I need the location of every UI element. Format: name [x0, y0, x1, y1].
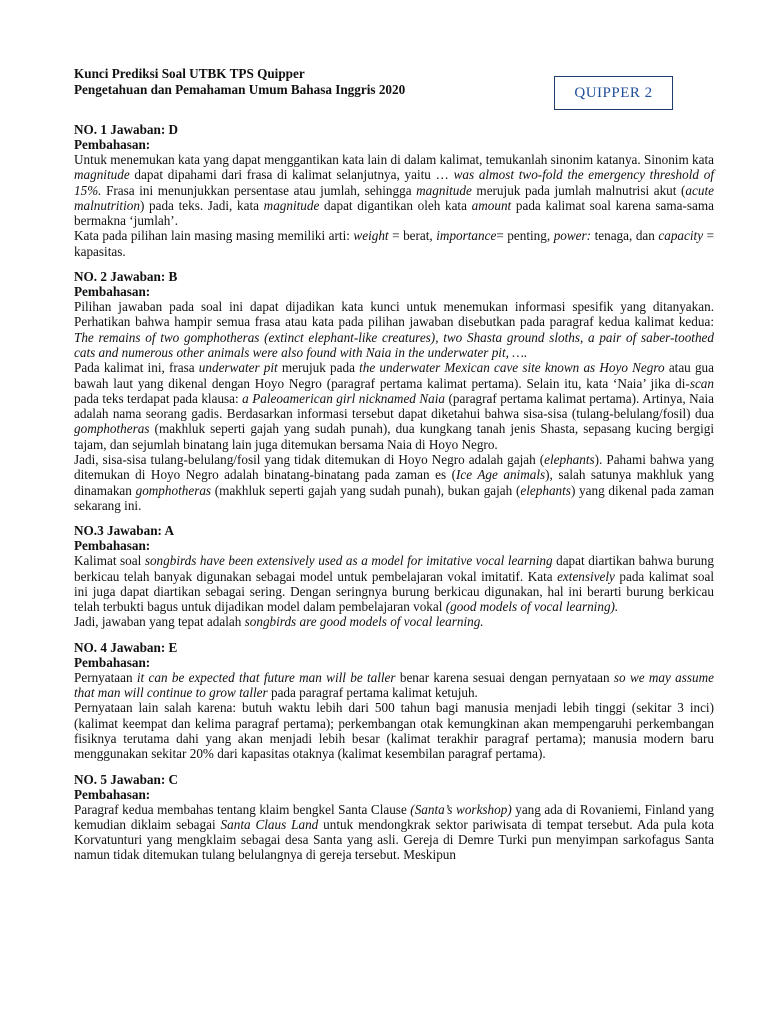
discussion-label: Pembahasan: [74, 654, 151, 670]
answer-heading: NO. 5 Jawaban: C [74, 771, 179, 787]
answer-sections [74, 122, 714, 863]
italic-term: capacity [658, 228, 704, 244]
text-run: Pernyataan lain salah karena: butuh waktu lebih dari 500 tahun bagi manusia menjadi lebih tinggi (sekitar 3 inci) (kalimat keempat dan kelima paragraf pertama); perkembangan otak kemungkinan akan mempengaruhi perkembangan fisiknya terutama dahi yang akan menjadi lebih besar (kalimat terakhir paragraf pertama); manusia modern baru menggunakan sekitar 20% dari kapasitas otaknya (kalimat kesembilan paragraf pertama). [74, 700, 714, 762]
answer-section-5 [74, 772, 714, 863]
italic-term: songbirds have been extensively used as a model for imitative vocal learning [144, 553, 553, 569]
text-run: (makhluk seperti gajah yang sudah punah), dua kungkang tanah jenis Shasta, sepasang kucing bergigi tajam, dan sejumlah binatang lain juga ditemukan bersama Naia di Hoyo Negro. [74, 421, 714, 452]
italic-term: the underwater Mexican cave site known as Hoyo Negro [359, 360, 665, 376]
italic-term: acute malnutrition [74, 182, 714, 213]
discussion-paragraph [74, 670, 714, 701]
italic-term: elephants [544, 452, 595, 468]
italic-term: songbirds are good models of vocal learning. [244, 614, 484, 630]
answer-heading: NO. 1 Jawaban: D [74, 122, 179, 137]
document-title: Kunci Prediksi Soal UTBK TPS Quipper [74, 66, 305, 81]
text-run: pada paragraf pertama kalimat ketujuh. [267, 685, 478, 701]
text-run: ). Pahami bahwa yang ditemukan di Hoyo Negro adalah binatang-binatang pada zaman es ( [74, 452, 715, 483]
text-run: Jadi, sisa-sisa tulang-belulang/fosil yang tidak ditemukan di Hoyo Negro adalah gajah ( [74, 452, 545, 468]
answer-heading: NO.3 Jawaban: A [74, 523, 175, 539]
italic-term: gomphotheras [74, 421, 150, 437]
answer-section-2 [74, 269, 714, 513]
italic-term: elephants [520, 482, 571, 498]
quipper-badge: QUIPPER 2 [554, 76, 673, 110]
text-run: Frasa ini menunjukkan persentase atau jumlah, sehingga [101, 182, 417, 198]
discussion-paragraph [74, 228, 714, 259]
text-run: untuk mendongkrak sektor pariwisata di tempat tersebut. Ada pula kota Korvatunturi yang mengklaim sebagai desa Santa yang asli. Gereja di Demre Turki pun menyimpan sarkofagus Santa namun tidak ditemukan tulang belulangnya di gereja tersebut. Meskipun [74, 816, 715, 863]
text-run: ) pada teks. Jadi, kata [139, 197, 264, 213]
italic-term: Santa Claus Land [220, 816, 319, 832]
italic-term: weight [353, 228, 389, 244]
text-run: Kata pada pilihan lain masing masing memiliki arti: [74, 228, 354, 244]
italic-term: a Paleoamerican girl nicknamed Naia [242, 390, 446, 406]
document-header [74, 66, 714, 110]
text-run: Jadi, jawaban yang tepat adalah [74, 614, 245, 630]
discussion-paragraph [74, 299, 714, 360]
answer-section-3 [74, 523, 714, 629]
text-run: dapat dipahami dari frasa di kalimat selanjutnya, yaitu … [129, 167, 454, 183]
text-run: ) yang dikenal pada zaman sekarang ini. [74, 482, 715, 513]
italic-term: scan [689, 375, 714, 391]
text-run: tenaga, dan [591, 228, 659, 244]
text-run: = kapasitas. [74, 228, 715, 259]
italic-term: was almost two-fold the emergency threshold of 15%. [74, 167, 714, 198]
text-run: (makhluk seperti gajah yang sudah punah), bukan gajah ( [211, 482, 521, 498]
text-run: Kalimat soal [74, 553, 145, 569]
discussion-paragraph [74, 452, 714, 513]
answer-heading: NO. 4 Jawaban: E [74, 639, 178, 655]
text-run: Paragraf kedua membahas tentang klaim bengkel Santa Clause [74, 801, 411, 817]
italic-term: (Santa’s workshop) [410, 801, 512, 817]
document-subtitle: Pengetahuan dan Pemahaman Umum Bahasa Inggris 2020 [74, 82, 406, 97]
text-run: dapat diartikan bahwa burung berkicau telah banyak digunakan sebagai model untuk pembelajaran vokal imitatif. Kata [74, 553, 714, 584]
italic-term: amount [471, 197, 512, 213]
italic-term: magnitude [74, 167, 130, 183]
discussion-label: Pembahasan: [74, 137, 151, 152]
italic-term: magnitude [416, 182, 472, 198]
text-run: = penting, [496, 228, 554, 244]
text-run: pada teks terdapat pada klausa: [74, 390, 243, 406]
discussion-paragraph [74, 553, 714, 614]
text-run: pada kalimat soal ini juga dapat diartikan sebagai sering. Dengan seringnya burung berkicau digunakan, hal ini berarti burung berkicau telah terbukti bagus untuk dijadikan model dalam pembelajaran vokal [74, 568, 715, 615]
text-run: atau gua bawah laut yang dikenal dengan Hoyo Negro (paragraf pertama kalimat pertama). Selain itu, kata ‘Naia’ jika di- [74, 360, 715, 391]
text-run: pada kalimat soal karena sama-sama bermakna ‘jumlah’. [74, 197, 714, 229]
text-run: Pada kalimat ini, frasa [74, 360, 199, 376]
text-run: dapat digantikan oleh kata [319, 197, 472, 213]
discussion-paragraph [74, 700, 714, 761]
text-run: merujuk pada jumlah malnutrisi akut ( [471, 182, 686, 198]
italic-term: The remains of two gomphotheras (extinct elephant-like creatures), two Shasta ground sloths, a pair of saber-toothed cats and numerous other animals were also found with Naia in the underwater pit, …. [74, 329, 714, 360]
italic-term: (good models of vocal learning). [445, 599, 619, 615]
discussion-label: Pembahasan: [74, 284, 151, 300]
discussion-label: Pembahasan: [74, 786, 151, 802]
italic-term: it can be expected that future man will be taller [136, 669, 396, 685]
italic-term: so we may assume that man will continue to grow taller [74, 669, 714, 701]
discussion-paragraph [74, 614, 714, 629]
discussion-paragraph [74, 152, 714, 228]
italic-term: extensively [557, 568, 615, 584]
text-run: benar karena sesuai dengan pernyataan [395, 669, 614, 685]
discussion-paragraph [74, 360, 714, 452]
text-run: Pilihan jawaban pada soal ini dapat dijadikan kata kunci untuk menemukan informasi spesifik yang ditanyakan. Perhatikan bahwa hampir semua frasa atau kata pada pilihan jawaban disebutkan pada paragraf kedua kalimat kedua: [74, 299, 714, 330]
text-run: merujuk pada [277, 360, 360, 376]
text-run: Untuk menemukan kata yang dapat menggantikan kata lain di dalam kalimat, temukanlah sinonim katanya. Sinonim kata [74, 152, 714, 167]
text-run: (paragraf pertama kalimat pertama). Artinya, Naia adalah nama seorang gadis. Berdasarkan informasi tersebut dapat diketahui bahwa sisa-sisa (tulang-belulang/fosil) dua [74, 390, 715, 422]
italic-term: magnitude [263, 197, 320, 213]
italic-term: Ice Age animals [456, 467, 546, 483]
discussion-label: Pembahasan: [74, 538, 151, 554]
answer-section-1 [74, 122, 714, 259]
italic-term: power: [553, 228, 592, 244]
italic-term: underwater pit [198, 360, 278, 376]
answer-heading: NO. 2 Jawaban: B [74, 269, 178, 285]
discussion-paragraph [74, 802, 714, 863]
text-run: = berat, [388, 228, 437, 244]
text-run: ), salah satunya makhluk yang dinamakan [74, 467, 714, 498]
answer-section-4 [74, 640, 714, 762]
text-run: yang ada di Rovaniemi, Finland yang kemudian diklaim sebagai [74, 801, 714, 832]
text-run: Pernyataan [74, 669, 137, 685]
italic-term: importance [436, 228, 497, 244]
italic-term: gomphotheras [135, 482, 212, 498]
